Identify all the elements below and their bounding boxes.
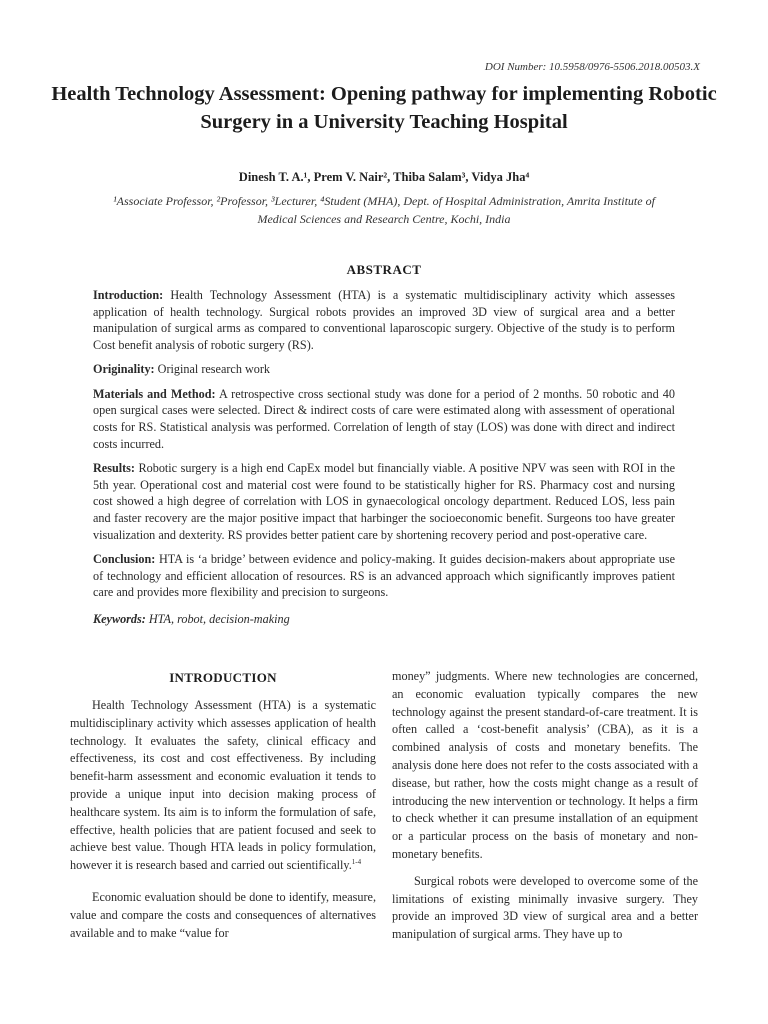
- abstract-section-label: Materials and Method:: [93, 386, 216, 401]
- abstract-section-label: Originality:: [93, 362, 155, 377]
- body-paragraph: [70, 697, 376, 875]
- abstract-introduction: [93, 287, 675, 354]
- abstract-section-text: HTA is ‘a bridge’ between evidence and policy-making. It guides decision-makers about appropriate use of technology and efficient allocation of resources. RS is an advanced approach which significantly improves patient care and provides more flexibility and precision to surgeons.: [93, 551, 675, 600]
- paragraph-text: Health Technology Assessment (HTA) is a systematic multidisciplinary activity which assesses application of health technology. It evaluates the safety, clinical efficacy and effectiveness, its cost and cost effectiveness. By including benefit-harm assessment and economic evaluation it tends to provide a unique input into decision making process of healthcare system. Its aim is to inform the formulation of safe, effective, health policies that are patient focused and seek to achieve best value. Though HTA leads in policy formulation, however it is research based and carried out scientifically.: [70, 698, 376, 873]
- author-list: Dinesh T. A.¹, Prem V. Nair², Thiba Salam³, Vidya Jha⁴: [238, 170, 530, 184]
- abstract-originality: [93, 361, 675, 378]
- abstract-section-text: Original research work: [154, 362, 271, 377]
- keywords-label: Keywords:: [93, 611, 146, 626]
- body-paragraph: money” judgments. Where new technologies are concerned, an economic evaluation typically compares the new technology against the present standard-of-care treatment. It is often called a ‘cost-benefit analysis’ (CBA), as it is a combined analysis of costs and monetary benefits. The analysis done here does not refer to the costs associated with a disease, but rather, how the costs might change as a result of introducing the new intervention or technology. It helps a firm to check whether it can presume installation of an equipment or a particular process on the basis of monetary and non-monetary benefits.: [392, 669, 698, 861]
- abstract-section-text: A retrospective cross sectional study was done for a period of 2 months. 50 robotic and 40 open surgical cases were selected. Direct & indirect costs of care were estimated along with assessment of operational costs for RS. Statistical analysis was performed. Correlation of length of stay (LOS) was done with direct and indirect costs incurred.: [93, 386, 675, 451]
- body-column-right: [392, 668, 698, 953]
- abstract-section-text: Robotic surgery is a high end CapEx model but financially viable. A positive NPV was seen with ROI in the 5th year. Operational cost and material cost were found to be statistically higher for RS. Pharmacy cost and nursing cost showed a high degree of correlation with LOS in gynaecological oncology department. Reduced LOS, less pain and faster recovery are the major positive impact that harbinger the socioeconomic benefit. Surgeons too have greater visualization and dexterity. RS provides better patient care by shortening recovery period and post-operative care.: [93, 460, 675, 542]
- abstract-section-label: Introduction:: [93, 288, 164, 302]
- abstract-section-label: Results:: [93, 460, 135, 475]
- abstract-body: [93, 287, 675, 635]
- abstract-methods: [93, 386, 675, 453]
- abstract-section-text: Health Technology Assessment (HTA) is a systematic multidisciplinary activity which assesses application of health technology. Surgical robots provides an improved 3D view of surgical area and a better manipulation of surgical arms as compared to conventional laparoscopic surgery. Objective of the study is to perform Cost benefit analysis of robotic surgery (RS).: [93, 288, 675, 353]
- introduction-heading: INTRODUCTION: [169, 670, 277, 685]
- body-paragraph: Surgical robots were developed to overcome some of the limitations of existing minimally invasive surgery. They provide an improved 3D view of surgical area and a better manipulation of surgical arms. They have up to: [392, 873, 698, 942]
- body-paragraph: Economic evaluation should be done to identify, measure, value and compare the costs and consequences of alternatives available and to make “value for: [70, 889, 376, 940]
- abstract-heading: ABSTRACT: [346, 262, 422, 277]
- abstract-section-label: Conclusion:: [93, 551, 156, 566]
- doi-number: DOI Number: 10.5958/0976-5506.2018.00503.X: [484, 61, 700, 73]
- body-column-left: [70, 668, 376, 951]
- citation-ref: 1-4: [351, 858, 362, 867]
- keywords-text: HTA, robot, decision-making: [145, 611, 290, 626]
- abstract-results: [93, 460, 675, 544]
- author-affiliation: ¹Associate Professor, ²Professor, ³Lecturer, ⁴Student (MHA), Dept. of Hospital Administration, Amrita Institute of Medical Sciences and Research Centre, Kochi, India: [113, 194, 655, 226]
- paper-title: Health Technology Assessment: Opening pathway for implementing Robotic Surgery in a University Teaching Hospital: [51, 83, 717, 133]
- abstract-keywords: [93, 611, 675, 628]
- abstract-conclusion: [93, 551, 675, 601]
